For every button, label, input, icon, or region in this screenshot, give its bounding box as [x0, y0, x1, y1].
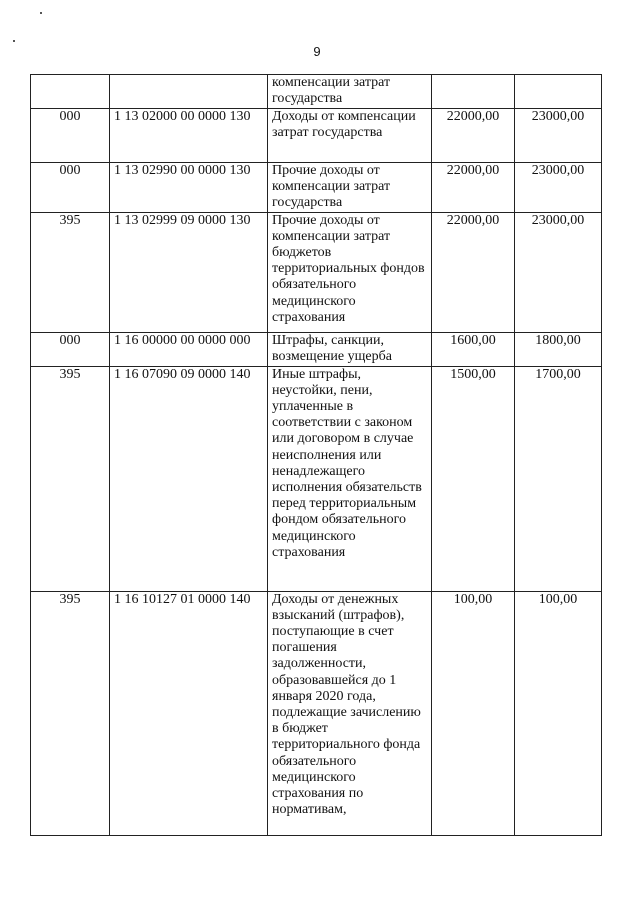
cell-admin-code: 000: [31, 163, 110, 213]
cell-admin-code: 000: [31, 332, 110, 366]
cell-budget-code: 1 13 02990 00 0000 130: [110, 163, 268, 213]
cell-amount-year-1: 1600,00: [432, 332, 515, 366]
cell-budget-code: 1 16 07090 09 0000 140: [110, 366, 268, 591]
cell-revenue-name: Прочие доходы от компенсации затрат бюджетов территориальных фондов обязательного медицинского страхования: [268, 212, 432, 332]
table-row: [31, 212, 602, 332]
cell-amount-year-2: 23000,00: [515, 163, 602, 213]
cell-budget-code: 1 13 02999 09 0000 130: [110, 212, 268, 332]
cell-amount-year-1: [432, 75, 515, 109]
cell-amount-year-2: 1800,00: [515, 332, 602, 366]
revenue-table: [30, 74, 602, 836]
cell-admin-code: 395: [31, 366, 110, 591]
table-row: [31, 332, 602, 366]
cell-admin-code: 395: [31, 212, 110, 332]
cell-budget-code: 1 16 00000 00 0000 000: [110, 332, 268, 366]
cell-budget-code: 1 13 02000 00 0000 130: [110, 109, 268, 163]
cell-amount-year-1: 22000,00: [432, 163, 515, 213]
cell-amount-year-2: 23000,00: [515, 109, 602, 163]
cell-budget-code: [110, 75, 268, 109]
cell-amount-year-2: 100,00: [515, 591, 602, 835]
scan-speck: [40, 12, 42, 14]
cell-revenue-name: компенсации затрат государства: [268, 75, 432, 109]
table-row: [31, 366, 602, 591]
cell-amount-year-1: 100,00: [432, 591, 515, 835]
table-row: [31, 591, 602, 835]
cell-revenue-name: Доходы от денежных взысканий (штрафов), поступающие в счет погашения задолженности, образовавшейся до 1 января 2020 года, подлежащие зачислению в бюджет территориального фонда обязательного медицинского страхования по нормативам,: [268, 591, 432, 835]
cell-admin-code: 395: [31, 591, 110, 835]
table-row: [31, 163, 602, 213]
page-number: 9: [313, 44, 321, 59]
cell-revenue-name: Штрафы, санкции, возмещение ущерба: [268, 332, 432, 366]
cell-amount-year-1: 22000,00: [432, 212, 515, 332]
cell-amount-year-2: [515, 75, 602, 109]
table-row: [31, 109, 602, 163]
table-row: [31, 75, 602, 109]
cell-amount-year-2: 23000,00: [515, 212, 602, 332]
cell-revenue-name: Доходы от компенсации затрат государства: [268, 109, 432, 163]
scan-speck: [13, 40, 15, 42]
cell-admin-code: 000: [31, 109, 110, 163]
cell-amount-year-1: 1500,00: [432, 366, 515, 591]
cell-amount-year-2: 1700,00: [515, 366, 602, 591]
cell-revenue-name: Прочие доходы от компенсации затрат государства: [268, 163, 432, 213]
cell-budget-code: 1 16 10127 01 0000 140: [110, 591, 268, 835]
cell-revenue-name: Иные штрафы, неустойки, пени, уплаченные в соответствии с законом или договором в случае неисполнения или ненадлежащего исполнения обязательств перед территориальным фондом обязательного медицинского страхования: [268, 366, 432, 591]
cell-admin-code: [31, 75, 110, 109]
cell-amount-year-1: 22000,00: [432, 109, 515, 163]
